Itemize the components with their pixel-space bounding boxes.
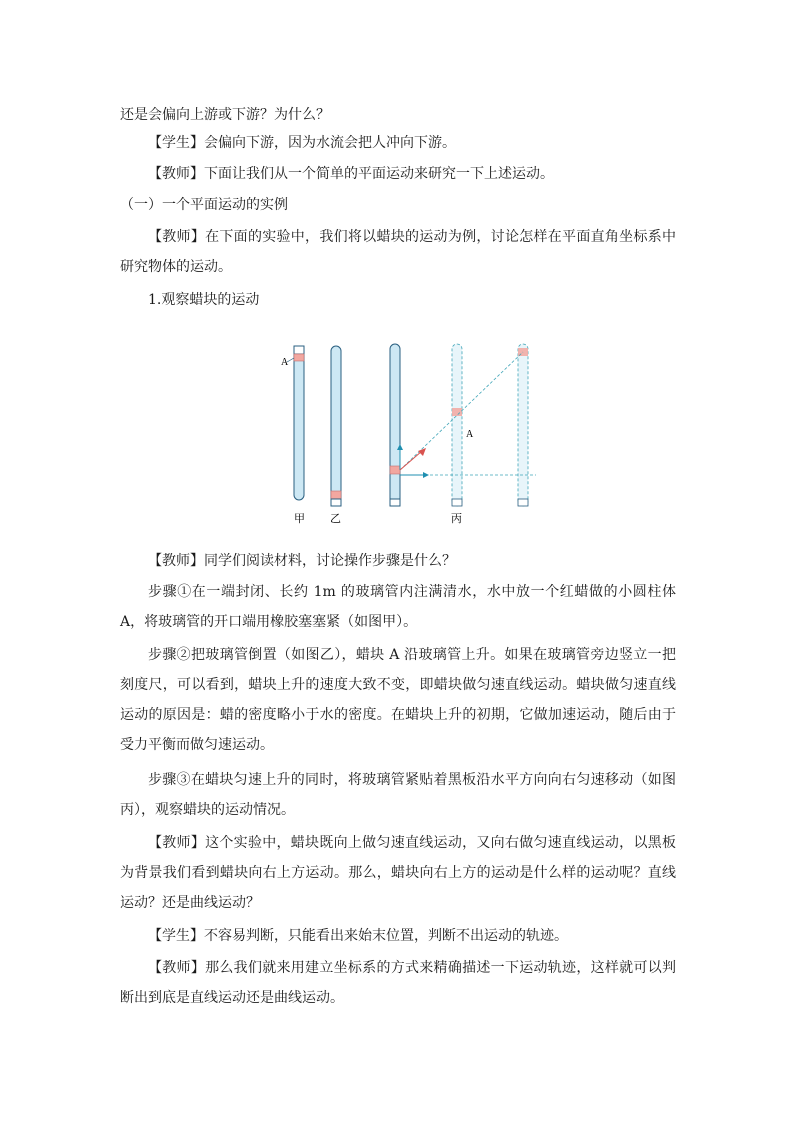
glass-tube-experiment-figure	[270, 338, 550, 530]
arrow-diagonal-icon	[400, 448, 426, 470]
section-heading: （一）一个平面运动的实例	[120, 197, 288, 213]
tube-bing	[390, 344, 400, 506]
tube-jia	[294, 346, 304, 500]
student-answer-2: 【学生】不容易判断，只能看出来始末位置，判断不出运动的轨迹。	[148, 928, 568, 944]
tube-ghost-right	[518, 344, 528, 506]
caption-bing: 丙	[451, 512, 462, 525]
subheading-observe-wax: 1.观察蜡块的运动	[148, 292, 260, 308]
arrow-right-icon	[400, 472, 429, 478]
text-line-1: 还是会偏向上游或下游？为什么？	[120, 107, 330, 123]
tube-ghost-middle	[452, 344, 462, 506]
student-answer-1: 【学生】会偏向下游，因为水流会把人冲向下游。	[148, 135, 456, 151]
teacher-explanation-paragraph: 【教师】这个实验中，蜡块既向上做匀速直线运动，又向右做匀速直线运动，以黑板为背景我们看到蜡块向右上方运动。那么，蜡块向右上方的运动是什么样的运动呢？直线运动？还是曲线运动？	[120, 835, 676, 911]
caption-jia: 甲	[294, 512, 305, 525]
teacher-intro-paragraph: 【教师】在下面的实验中，我们将以蜡块的运动为例，讨论怎样在平面直角坐标系中研究物体的运动。	[120, 229, 676, 275]
teacher-line-1: 【教师】下面让我们从一个简单的平面运动来研究一下上述运动。	[148, 166, 554, 182]
tube-yi	[331, 346, 341, 506]
teacher-question: 【教师】同学们阅读材料，讨论操作步骤是什么？	[148, 553, 456, 569]
step-1-paragraph: 步骤①在一端封闭、长约 1m 的玻璃管内注满清水，水中放一个红蜡做的小圆柱体 A，将玻璃管的开口端用橡胶塞塞紧（如图甲）。	[120, 584, 676, 630]
step-2-paragraph: 步骤②把玻璃管倒置（如图乙），蜡块 A 沿玻璃管上升。如果在玻璃管旁边竖立一把刻度尺，可以看到，蜡块上升的速度大致不变，即蜡块做匀速直线运动。蜡块做匀速直线运动的原因是：蜡的密度略小于水的密度。在蜡块上升的初期，它做加速运动，随后由于受力平衡而做匀速运动。	[120, 647, 676, 753]
step-3-paragraph: 步骤③在蜡块匀速上升的同时，将玻璃管紧贴着黑板沿水平方向向右匀速移动（如图丙），观察蜡块的运动情况。	[120, 772, 676, 818]
label-a-bing: A	[466, 429, 474, 440]
teacher-conclusion-paragraph: 【教师】那么我们就来用建立坐标系的方式来精确描述一下运动轨迹，这样就可以判断出到底是直线运动还是曲线运动。	[120, 960, 676, 1006]
label-a-jia: A	[281, 357, 289, 368]
caption-yi: 乙	[330, 512, 341, 525]
